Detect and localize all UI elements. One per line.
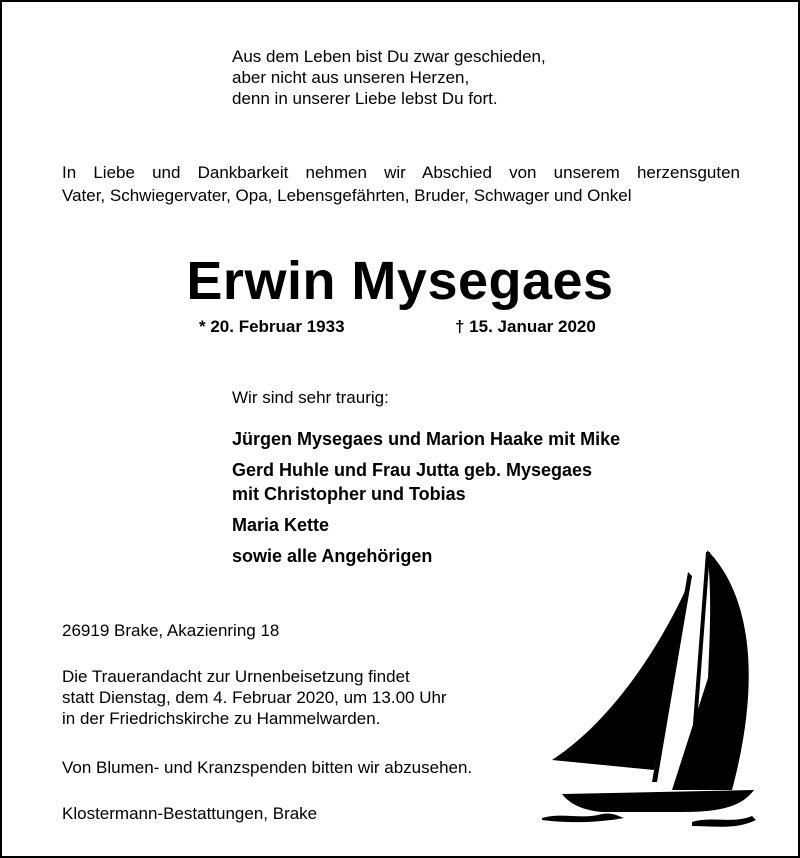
mourner-group (232, 427, 620, 451)
mourner-line: sowie alle Angehörigen (232, 546, 433, 566)
intro-line: Vater, Schwiegervater, Opa, Lebensgefährten, Bruder, Schwager und Onkel (62, 186, 632, 205)
memorial-poem (232, 46, 546, 109)
undertaker-name: Klostermann-Bestattungen, Brake (62, 804, 318, 823)
poem-line: Aus dem Leben bist Du zwar geschieden, (232, 47, 546, 66)
death-date: † 15. Januar 2020 (455, 317, 596, 336)
mourner-group (232, 458, 620, 506)
family-address: 26919 Brake, Akazienring 18 (62, 621, 280, 640)
service-line: statt Dienstag, dem 4. Februar 2020, um 13.00 Uhr (62, 688, 447, 707)
birth-date: * 20. Februar 1933 (199, 317, 345, 336)
flowers-note: Von Blumen- und Kranzspenden bitten wir abzusehen. (62, 758, 473, 777)
service-line: in der Friedrichskirche zu Hammelwarden. (62, 709, 381, 728)
mourner-line: Jürgen Mysegaes und Marion Haake mit Mike (232, 429, 621, 449)
mourner-line: Maria Kette (232, 515, 330, 535)
intro-line: In Liebe und Dankbarkeit nehmen wir Abschied von unserem herzensguten (62, 163, 740, 182)
poem-line: denn in unserer Liebe lebst Du fort. (232, 89, 498, 108)
poem-line: aber nicht aus unseren Herzen, (232, 68, 470, 87)
mourner-group (232, 513, 620, 537)
deceased-name: Erwin Mysegaes (186, 251, 614, 311)
service-line: Die Trauerandacht zur Urnenbeisetzung findet (62, 667, 410, 686)
mourner-line: Gerd Huhle und Frau Jutta geb. Mysegaes (232, 460, 593, 480)
sailboat-icon (542, 550, 764, 830)
mourner-line: mit Christopher und Tobias (232, 484, 466, 504)
mourners-heading: Wir sind sehr traurig: (232, 388, 389, 407)
service-info (62, 666, 447, 729)
intro-text (62, 161, 740, 207)
